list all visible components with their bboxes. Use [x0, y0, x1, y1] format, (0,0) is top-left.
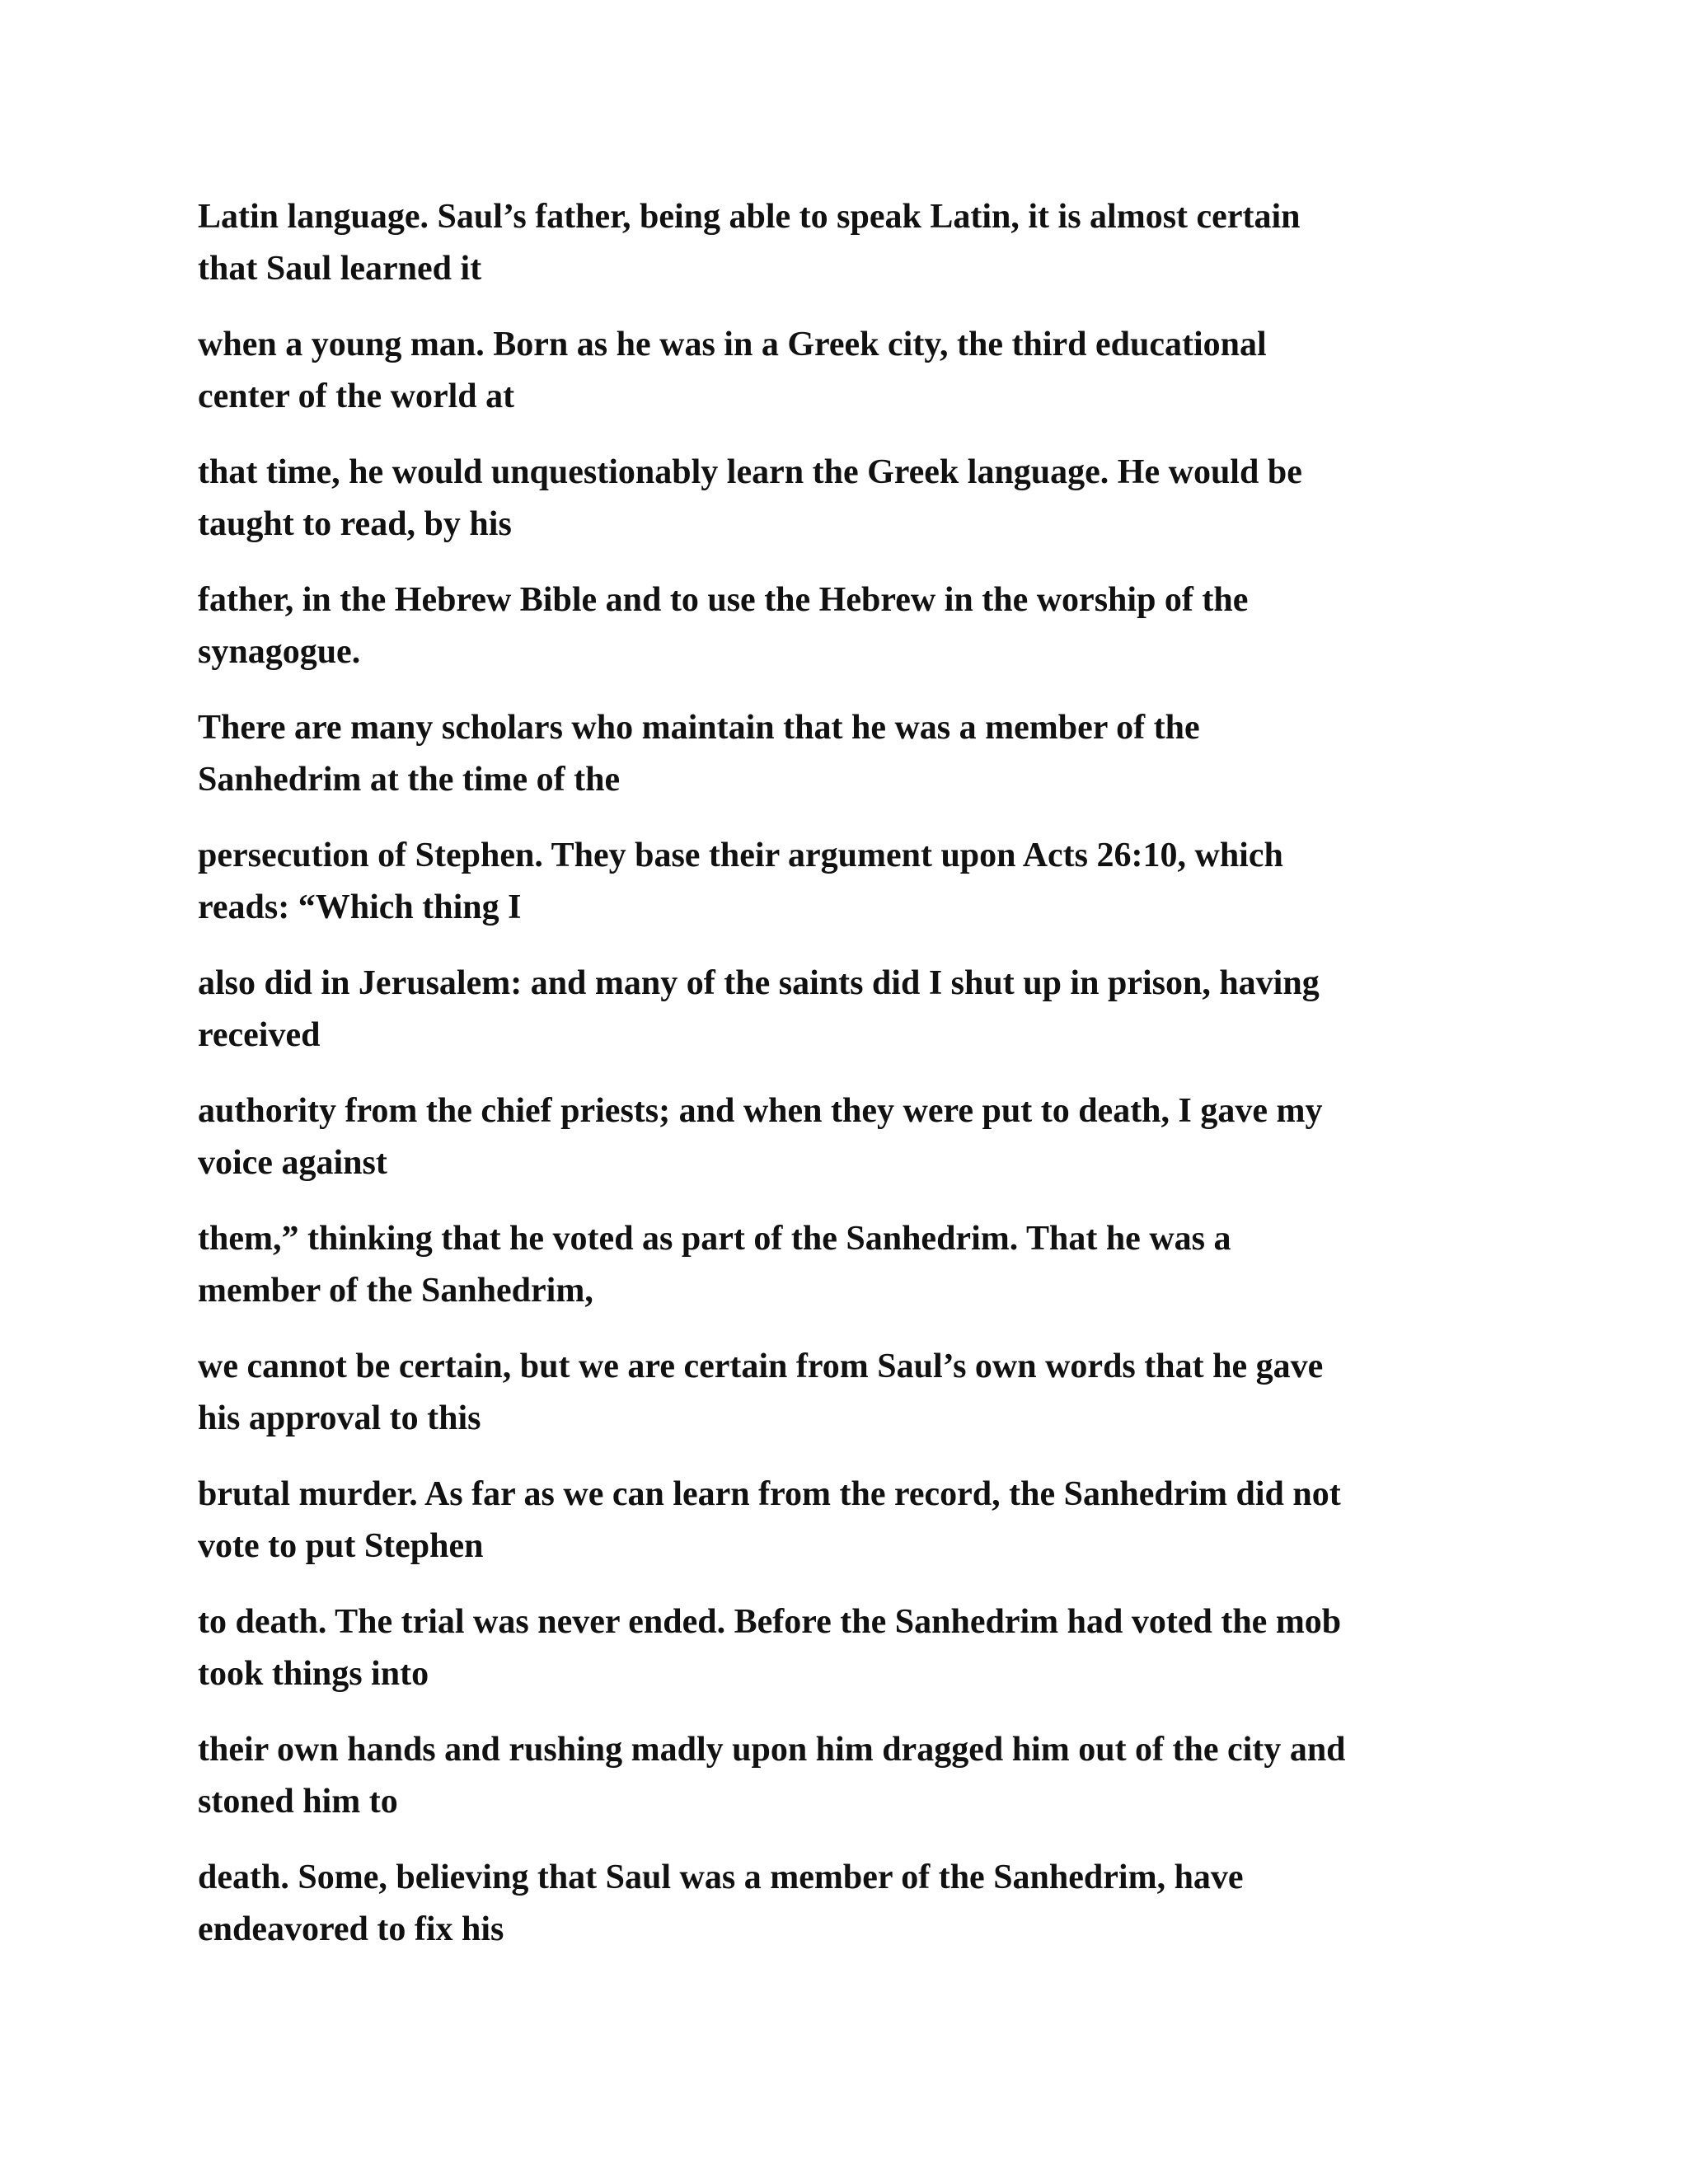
- text-line: also did in Jerusalem: and many of the saints did I shut up in prison, having: [198, 964, 1320, 1002]
- paragraph-6: [198, 830, 1533, 934]
- paragraph-8: [198, 1085, 1533, 1189]
- text-line: received: [198, 1016, 321, 1054]
- text-line: brutal murder. As far as we can learn from the record, the Sanhedrim did not: [198, 1475, 1341, 1513]
- text-line: member of the Sanhedrim,: [198, 1272, 593, 1310]
- text-line: when a young man. Born as he was in a Greek city, the third educational: [198, 326, 1267, 363]
- paragraph-14: [198, 1852, 1533, 1956]
- text-line: that time, he would unquestionably learn the Greek language. He would be: [198, 453, 1302, 491]
- text-line: synagogue.: [198, 633, 361, 671]
- paragraph-4: [198, 574, 1533, 678]
- text-line: death. Some, believing that Saul was a member of the Sanhedrim, have: [198, 1858, 1244, 1896]
- text-line: voice against: [198, 1144, 387, 1182]
- paragraph-1: [198, 191, 1533, 295]
- text-line: stoned him to: [198, 1783, 398, 1821]
- text-line: reads: “Which thing I: [198, 888, 522, 926]
- document-body: [198, 191, 1533, 1980]
- paragraph-2: [198, 319, 1533, 423]
- text-line: There are many scholars who maintain that he was a member of the: [198, 709, 1200, 747]
- text-line: vote to put Stephen: [198, 1527, 484, 1565]
- text-line: we cannot be certain, but we are certain from Saul’s own words that he gave: [198, 1347, 1324, 1385]
- paragraph-9: [198, 1213, 1533, 1317]
- text-line: Sanhedrim at the time of the: [198, 761, 621, 799]
- paragraph-11: [198, 1469, 1533, 1572]
- text-line: his approval to this: [198, 1399, 481, 1437]
- text-line: their own hands and rushing madly upon him dragged him out of the city and: [198, 1731, 1346, 1769]
- text-line: endeavored to fix his: [198, 1910, 504, 1948]
- paragraph-3: [198, 447, 1533, 551]
- text-line: them,” thinking that he voted as part of the Sanhedrim. That he was a: [198, 1220, 1231, 1258]
- text-line: Latin language. Saul’s father, being able to speak Latin, it is almost certain: [198, 198, 1301, 236]
- paragraph-13: [198, 1724, 1533, 1828]
- text-line: center of the world at: [198, 377, 515, 415]
- text-line: to death. The trial was never ended. Before the Sanhedrim had voted the mob: [198, 1603, 1342, 1641]
- text-line: authority from the chief priests; and when they were put to death, I gave my: [198, 1092, 1323, 1130]
- text-line: taught to read, by his: [198, 505, 512, 543]
- paragraph-10: [198, 1341, 1533, 1445]
- paragraph-7: [198, 958, 1533, 1062]
- paragraph-12: [198, 1596, 1533, 1700]
- text-line: that Saul learned it: [198, 250, 482, 288]
- text-line: persecution of Stephen. They base their argument upon Acts 26:10, which: [198, 837, 1283, 874]
- text-line: father, in the Hebrew Bible and to use the Hebrew in the worship of the: [198, 581, 1249, 619]
- paragraph-5: [198, 702, 1533, 806]
- text-line: took things into: [198, 1655, 429, 1693]
